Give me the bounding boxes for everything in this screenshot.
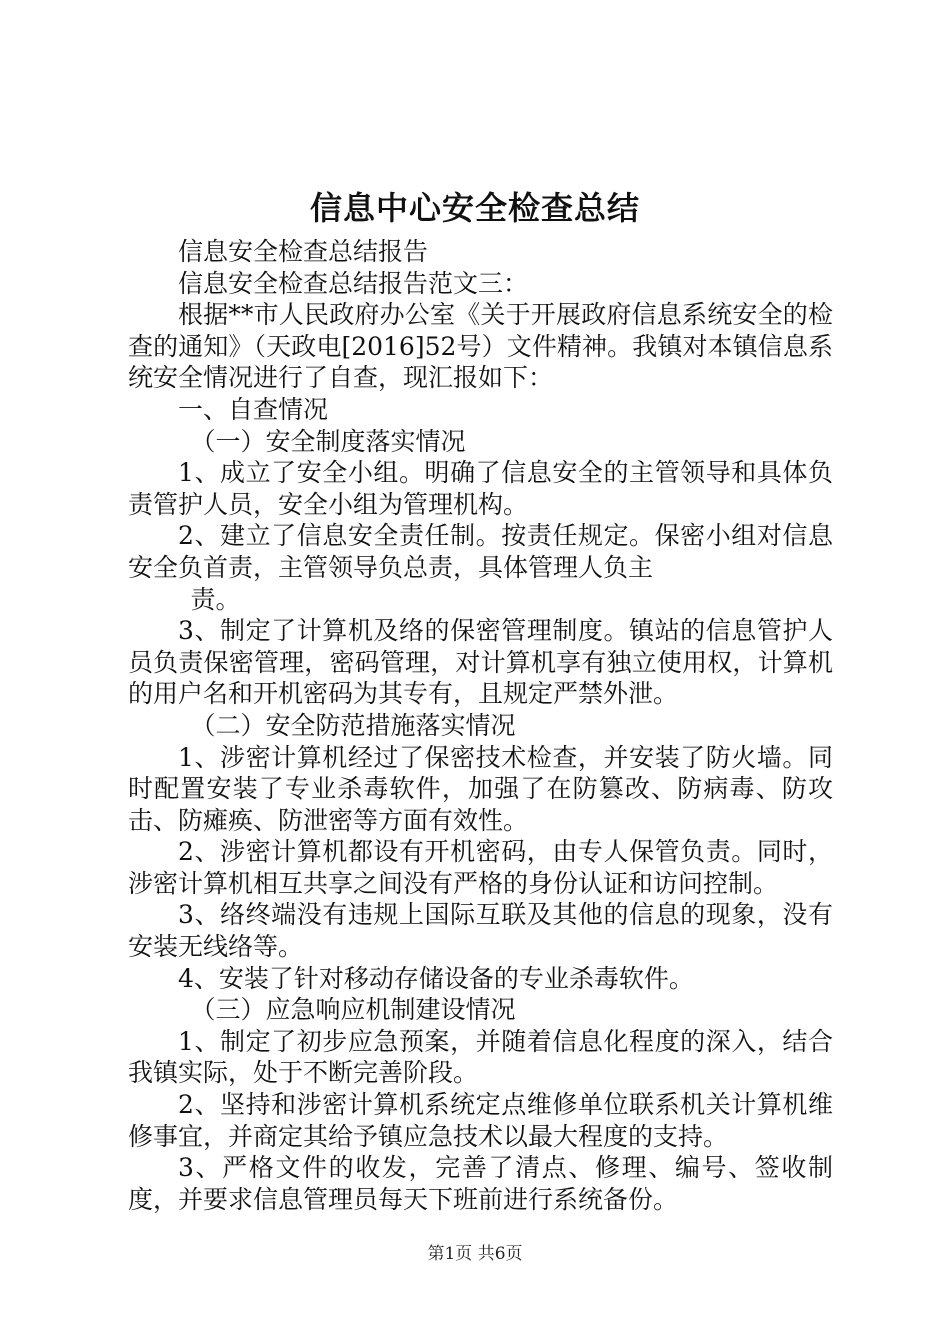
paragraph-item: 1、成立了安全小组。明确了信息安全的主管领导和具体负责管护人员，安全小组为管理机构。 [128, 458, 833, 519]
paragraph-report-heading: 信息安全检查总结报告 [178, 237, 429, 266]
document-body [128, 236, 833, 1215]
document-title: 信息中心安全检查总结 [309, 189, 640, 227]
paragraph-intro: 根据**市人民政府办公室《关于开展政府信息系统安全的检查的通知》（天政电[2016]52号）文件精神。我镇对本镇信息系统安全情况进行了自查，现汇报如下： [128, 300, 833, 393]
paragraph-item: 2、涉密计算机都设有开机密码，由专人保管负责。同时，涉密计算机相互共享之间没有严格的身份认证和访问控制。 [128, 837, 833, 898]
paragraph-item: 2、坚持和涉密计算机系统定点维修单位联系机关计算机维修事宜，并商定其给予镇应急技术以最大程度的支持。 [128, 1090, 833, 1151]
page-number-footer: 第1页 共6页 [427, 1244, 523, 1264]
paragraph-item-continuation: 责。 [190, 584, 241, 614]
paragraph-item: 3、络终端没有违规上国际互联及其他的信息的现象，没有安装无线络等。 [128, 900, 833, 962]
section-heading-self-check: 一、自查情况 [178, 394, 329, 424]
subsection-heading-2: （二）安全防范措施落实情况 [190, 710, 516, 740]
paragraph-item: 1、制定了初步应急预案，并随着信息化程度的深入，结合我镇实际，处于不断完善阶段。 [128, 1026, 833, 1088]
subsection-heading-3: （三）应急响应机制建设情况 [190, 995, 516, 1025]
paragraph-sample-heading: 信息安全检查总结报告范文三： [178, 268, 529, 298]
subsection-heading-1: （一）安全制度落实情况 [190, 426, 466, 456]
paragraph-item: 3、严格文件的收发，完善了清点、修理、编号、签收制度，并要求信息管理员每天下班前进行系统备份。 [128, 1153, 833, 1214]
paragraph-item: 2、建立了信息安全责任制。按责任规定。保密小组对信息安全负首责，主管领导负总责，具体管理人负主 [128, 521, 833, 582]
paragraph-item: 3、制定了计算机及络的保密管理制度。镇站的信息管护人员负责保密管理，密码管理，对计算机享有独立使用权，计算机的用户名和开机密码为其专有，且规定严禁外泄。 [128, 616, 833, 709]
paragraph-item: 4、安装了针对移动存储设备的专业杀毒软件。 [178, 963, 694, 993]
paragraph-item: 1、涉密计算机经过了保密技术检查，并安装了防火墙。同时配置安装了专业杀毒软件，加强了在防篡改、防病毒、防攻击、防瘫痪、防泄密等方面有效性。 [128, 742, 833, 835]
